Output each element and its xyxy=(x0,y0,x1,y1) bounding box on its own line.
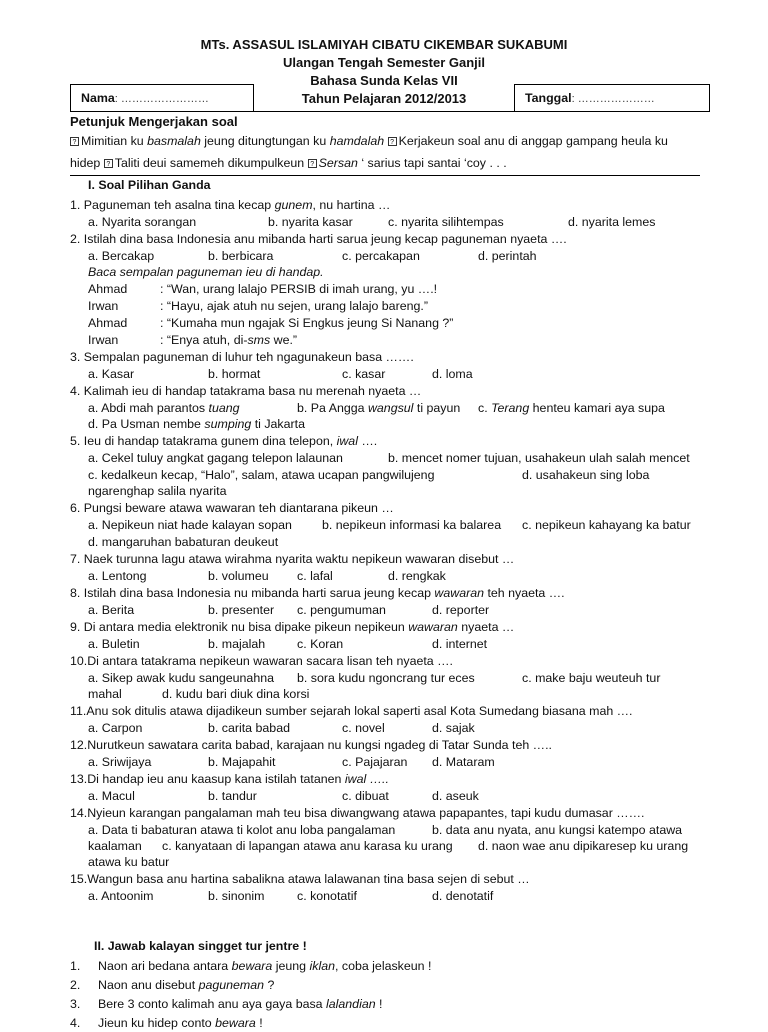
name-dots: : …………………… xyxy=(114,93,209,105)
option-2c[interactable]: c. percakapan xyxy=(342,249,420,263)
option-9b[interactable]: b. majalah xyxy=(208,637,266,651)
exam-title: Ulangan Tengah Semester Ganjil xyxy=(282,55,486,70)
question-15: 15.Wangun basa anu hartina sabalikna atawa lalawanan tina basa sejen di sebut … xyxy=(70,872,530,886)
essay-2: 2. Naon anu disebut paguneman ? xyxy=(70,978,275,992)
question-9: 9. Di antara media elektronik nu bisa dipake pikeun nepikeun wawaran nyaeta … xyxy=(70,620,515,634)
option-12d[interactable]: d. Mataram xyxy=(432,755,495,769)
instructions-line2: hidep ? Taliti deui samemeh dikumpulkeun ? Sersan ‘ sarius tapi santai ‘coy . . . xyxy=(70,156,507,170)
option-13b[interactable]: b. tandur xyxy=(208,789,257,803)
option-12b[interactable]: b. Majapahit xyxy=(208,755,276,769)
option-15d[interactable]: d. denotatif xyxy=(432,889,494,903)
dialog-speaker: Ahmad xyxy=(88,282,128,296)
option-12a[interactable]: a. Sriwijaya xyxy=(88,755,152,769)
essay-1: 1. Naon ari bedana antara bewara jeung iklan, coba jelaskeun ! xyxy=(70,959,432,973)
option-7a[interactable]: a. Lentong xyxy=(88,569,147,583)
dialog-speaker: Irwan xyxy=(88,299,119,313)
option-7b[interactable]: b. volumeu xyxy=(208,569,269,583)
option-10d[interactable]: d. kudu bari diuk dina korsi xyxy=(162,687,310,701)
option-4b[interactable]: b. Pa Angga wangsul ti payun xyxy=(297,401,461,415)
option-5b[interactable]: b. mencet nomer tujuan, usahakeun ulah salah mencet xyxy=(388,451,690,465)
option-5d[interactable]: d. usahakeun sing loba xyxy=(522,468,650,482)
name-label: Nama xyxy=(81,91,115,105)
option-12c[interactable]: c. Pajajaran xyxy=(342,755,408,769)
section-1-title: I. Soal Pilihan Ganda xyxy=(88,178,211,192)
option-6b[interactable]: b. nepikeun informasi ka balarea xyxy=(322,518,502,532)
checkbox-bullet-icon: ? xyxy=(308,159,317,168)
option-3a[interactable]: a. Kasar xyxy=(88,367,135,381)
dialog-intro: Baca sempalan paguneman ieu di handap. xyxy=(88,265,324,279)
question-6: 6. Pungsi beware atawa wawaran teh diantarana pikeun … xyxy=(70,501,394,515)
question-12: 12.Nurutkeun sawatara carita babad, karajaan nu kungsi ngadeg di Tatar Sunda teh ….. xyxy=(70,738,552,752)
option-14d[interactable]: d. naon wae anu dipikaresep ku urang xyxy=(478,839,689,853)
option-8a[interactable]: a. Berita xyxy=(88,603,135,617)
option-15a[interactable]: a. Antoonim xyxy=(88,889,154,903)
option-6c[interactable]: c. nepikeun kahayang ka batur xyxy=(522,518,691,532)
option-9d[interactable]: d. internet xyxy=(432,637,488,651)
option-2d[interactable]: d. perintah xyxy=(478,249,537,263)
section-2-title: II. Jawab kalayan singget tur jentre ! xyxy=(94,939,307,953)
option-13c[interactable]: c. dibuat xyxy=(342,789,389,803)
option-6d[interactable]: d. mangaruhan babaturan deukeut xyxy=(88,535,279,549)
option-5c[interactable]: c. kedalkeun kecap, “Halo”, salam, atawa ucapan pangwilujeng xyxy=(88,468,435,482)
option-1b[interactable]: b. nyarita kasar xyxy=(268,215,353,229)
option-11a[interactable]: a. Carpon xyxy=(88,721,143,735)
question-8: 8. Istilah dina basa Indonesia nu mibanda harti sarua jeung kecap wawaran teh nyaeta …. xyxy=(70,586,565,600)
option-2a[interactable]: a. Bercakap xyxy=(88,249,155,263)
checkbox-bullet-icon: ? xyxy=(104,159,113,168)
question-11: 11.Anu sok ditulis atawa dijadikeun sumber sejarah lokal saperti asal Kota Sumedang biasana mah …. xyxy=(70,704,633,718)
subject-title: Bahasa Sunda Kelas VII xyxy=(310,73,458,88)
option-10a[interactable]: a. Sikep awak kudu sangeunahna xyxy=(88,671,274,685)
option-14b[interactable]: b. data anu nyata, anu kungsi katempo atawa xyxy=(432,823,683,837)
option-11d[interactable]: d. sajak xyxy=(432,721,475,735)
question-3: 3. Sempalan paguneman di luhur teh ngagunakeun basa ……. xyxy=(70,350,414,364)
question-13: 13.Di handap ieu anu kaasup kana istilah tatanen iwal ….. xyxy=(70,772,389,786)
option-13a[interactable]: a. Macul xyxy=(88,789,135,803)
option-7d[interactable]: d. rengkak xyxy=(388,569,446,583)
option-5a[interactable]: a. Cekel tuluy angkat gagang telepon lalaunan xyxy=(88,451,343,465)
option-7c[interactable]: c. lafal xyxy=(297,569,333,583)
option-14d-cont: atawa ku batur xyxy=(88,855,170,869)
school-name: MTs. ASSASUL ISLAMIYAH CIBATU CIKEMBAR SUKABUMI xyxy=(200,37,568,52)
option-1a[interactable]: a. Nyarita sorangan xyxy=(88,215,197,229)
header-rule xyxy=(70,111,700,112)
option-2b[interactable]: b. berbicara xyxy=(208,249,274,263)
checkbox-bullet-icon: ? xyxy=(388,137,397,146)
question-1: 1. Paguneman teh asalna tina kecap gunem, nu hartina … xyxy=(70,198,391,212)
option-3c[interactable]: c. kasar xyxy=(342,367,386,381)
question-14: 14.Nyieun karangan pangalaman mah teu bisa diwangwang atawa papapantes, tapi kudu dumasar ……. xyxy=(70,806,645,820)
dialog-line: : “Kumaha mun ngajak Si Engkus jeung Si Nanang ?” xyxy=(160,316,454,330)
option-10c-cont: mahal xyxy=(88,687,122,701)
dialog-speaker: Irwan xyxy=(88,333,119,347)
option-1d[interactable]: d. nyarita lemes xyxy=(568,215,656,229)
option-6a[interactable]: a. Nepikeun niat hade kalayan sopan xyxy=(88,518,292,532)
year-title: Tahun Pelajaran 2012/2013 xyxy=(301,91,467,106)
option-15c[interactable]: c. konotatif xyxy=(297,889,357,903)
option-9c[interactable]: c. Koran xyxy=(297,637,344,651)
question-5: 5. Ieu di handap tatakrama gunem dina telepon, iwal …. xyxy=(70,434,378,448)
question-10: 10.Di antara tatakrama nepikeun wawaran sacara lisan teh nyaeta …. xyxy=(70,654,453,668)
option-10b[interactable]: b. sora kudu ngoncrang tur eces xyxy=(297,671,475,685)
option-4a[interactable]: a. Abdi mah parantos tuang xyxy=(88,401,240,415)
question-2: 2. Istilah dina basa Indonesia anu mibanda harti sarua jeung kecap paguneman nyaeta …. xyxy=(70,232,567,246)
option-11c[interactable]: c. novel xyxy=(342,721,385,735)
date-dots: : ………………… xyxy=(571,93,655,105)
date-label: Tanggal xyxy=(525,91,572,105)
option-8d[interactable]: d. reporter xyxy=(432,603,490,617)
checkbox-bullet-icon: ? xyxy=(70,137,79,146)
dialog-line: : “Hayu, ajak atuh nu sejen, urang lalajo bareng.” xyxy=(160,299,428,313)
option-4d[interactable]: d. Pa Usman nembe sumping ti Jakarta xyxy=(88,417,305,431)
option-14b-cont: kaalaman xyxy=(88,839,142,853)
option-9a[interactable]: a. Buletin xyxy=(88,637,140,651)
date-box[interactable] xyxy=(514,84,710,112)
name-box[interactable] xyxy=(70,84,254,112)
option-10c[interactable]: c. make baju weuteuh tur xyxy=(522,671,661,685)
option-14a[interactable]: a. Data ti babaturan atawa ti kolot anu loba pangalaman xyxy=(88,823,396,837)
option-14c[interactable]: c. kanyataan di lapangan atawa anu karasa ku urang xyxy=(162,839,453,853)
question-4: 4. Kalimah ieu di handap tatakrama basa nu merenah nyaeta … xyxy=(70,384,422,398)
dialog-speaker: Ahmad xyxy=(88,316,128,330)
option-11b[interactable]: b. carita babad xyxy=(208,721,290,735)
option-8c[interactable]: c. pengumuman xyxy=(297,603,386,617)
option-8b[interactable]: b. presenter xyxy=(208,603,275,617)
option-3d[interactable]: d. loma xyxy=(432,367,473,381)
essay-4: 4. Jieun ku hidep conto bewara ! xyxy=(70,1016,263,1030)
option-1c[interactable]: c. nyarita silihtempas xyxy=(388,215,504,229)
instructions-line1: ? Mimitian ku basmalah jeung ditungtungan ku hamdalah ? Kerjakeun soal anu di anggap gampang heula ku xyxy=(70,133,668,150)
option-3b[interactable]: b. hormat xyxy=(208,367,261,381)
question-7: 7. Naek turunna lagu atawa wirahma nyarita waktu nepikeun wawaran disebut … xyxy=(70,552,515,566)
dialog-line: : “Enya atuh, di-sms we.” xyxy=(160,333,298,347)
option-4c[interactable]: c. Terang henteu kamari aya supa xyxy=(478,401,665,415)
option-15b[interactable]: b. sinonim xyxy=(208,889,265,903)
option-5d-cont: ngarenghap salila nyarita xyxy=(88,484,227,498)
option-13d[interactable]: d. aseuk xyxy=(432,789,479,803)
essay-3: 3. Bere 3 conto kalimah anu aya gaya basa lalandian ! xyxy=(70,997,383,1011)
instructions-rule xyxy=(70,175,700,176)
dialog-line: : “Wan, urang lalajo PERSIB di imah urang, yu ….! xyxy=(160,282,438,296)
instructions-title: Petunjuk Mengerjakan soal xyxy=(70,114,238,129)
